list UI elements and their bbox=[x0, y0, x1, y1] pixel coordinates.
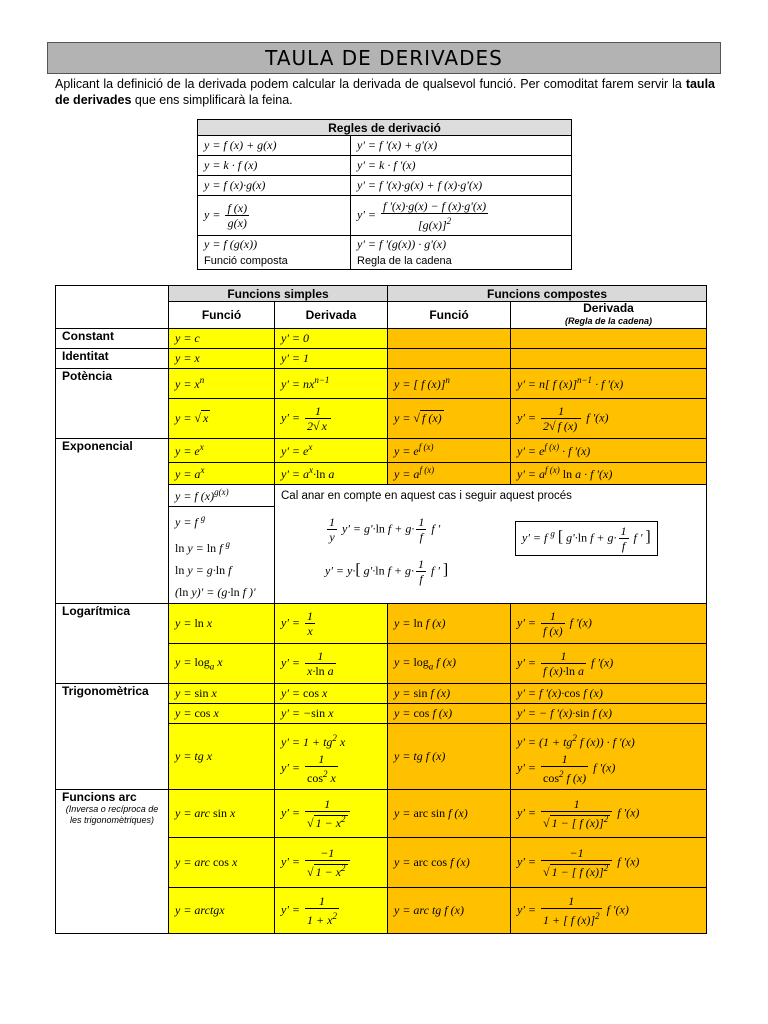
row-log-a: $y = \log_a x$ y' = $\frac{1}{\text{x·ln a}}$ $y = \log_a f$ (x) y' = $\frac{1}{\text{f (x)·ln a}}$ f '(x) bbox=[56, 644, 707, 684]
category-power: Potència bbox=[56, 369, 169, 439]
chain-rule-label: Regla de la cadena bbox=[357, 255, 452, 267]
col-derivative-composed: Derivada (Regla de la cadena) bbox=[511, 302, 707, 329]
arc-functions-note: (Inversa o recíproca de les trigonomètriques) bbox=[65, 804, 159, 825]
row-exp-fg: y = f $(x)^{g(x)}$ Cal anar en compte en aquest cas i seguir aquest procés bbox=[56, 485, 707, 507]
row-log-ln: Logarítmica y = ln x y' = $\frac{1}{x}$ y = ln f (x) y' = $\frac{1}{f (x)}$ f '(x) bbox=[56, 604, 707, 644]
col-derivative-simple: Derivada bbox=[275, 302, 388, 329]
rules-table bbox=[197, 119, 572, 270]
page-title: TAULA DE DERIVADES bbox=[47, 42, 721, 74]
row-exp-procedure: y = f $^g$ ln y = ln f $^g$ ln y = g·ln f (ln y)' = (g·ln f )' $\frac{1}{y}$ y' = g'·ln f + g· $\frac{1}{f}$ f ' y' = y·[ g'·ln f + g· $\frac{1}{f}$ f ' ] y' = f $^g$ [ g'·ln f + g· $\frac{1}{f}$ f ' ] bbox=[56, 507, 707, 604]
row-sin: Trigonomètrica y = sin x y' = cos x y = sin f (x) y' = f '(x)·cos f (x) bbox=[56, 684, 707, 704]
chain-rule-note: (Regla de la cadena) bbox=[564, 316, 653, 326]
exponential-note: Cal anar en compte en aquest cas i seguir aquest procés bbox=[275, 485, 707, 507]
derivatives-table bbox=[55, 285, 707, 934]
rules-header: Regles de derivació bbox=[198, 120, 572, 136]
intro-paragraph bbox=[55, 76, 715, 108]
category-arc-functions: Funcions arc (Inversa o recíproca de les trigonomètriques) bbox=[56, 790, 169, 934]
category-constant: Constant bbox=[56, 329, 169, 349]
rule-scalar: y = k · f (x) y' = k · f '(x) bbox=[198, 156, 572, 176]
rule-sum: y = f (x) + g(x) y' = f '(x) + g'(x) bbox=[198, 136, 572, 156]
row-constant: Constant y = c y' = 0 bbox=[56, 329, 707, 349]
row-arctan: y = arctgx y' = $\frac{1}{1 + x^2}$ y = arc tg f (x) y' = $\frac{1}{1 + [ f (x)]^2}$ f '(x) bbox=[56, 888, 707, 934]
rule-chain: y = f (g(x)) Funció composta y' = f '(g(x)) · g'(x) Regla de la cadena bbox=[198, 236, 572, 270]
category-identity: Identitat bbox=[56, 349, 169, 369]
row-exp-e: Exponencial $y = e^x$ $y' = e^x$ $y = e^{f (x)}$ $y' = e^{f (x)} \cdot f$ '(x) bbox=[56, 439, 707, 463]
intro-text-bold: taula de derivades bbox=[55, 77, 715, 107]
col-function-simple: Funció bbox=[169, 302, 275, 329]
category-logarithmic: Logarítmica bbox=[56, 604, 169, 684]
row-cos: y = cos x y' = −sin x y = cos f (x) y' = − f '(x)·sin f (x) bbox=[56, 704, 707, 724]
row-exp-a: $y = a^x$ $y' = a^x\cdot\ln$ a $y = a^{f (x)}$ $y' = a^{f (x)}$ ln a · f '(x) bbox=[56, 463, 707, 485]
row-sqrt: y = √ x y' = $\frac{1}{2√ x}$ y = √ f (x) y' = $\frac{1}{2√ f (x)}$ f '(x) bbox=[56, 399, 707, 439]
rule-product: y = f (x)·g(x) y' = f '(x)·g(x) + f (x)·g'(x) bbox=[198, 176, 572, 196]
intro-text-2: que ens simplificarà la feina. bbox=[131, 93, 293, 107]
composed-function-label: Funció composta bbox=[204, 255, 288, 267]
category-exponential: Exponencial bbox=[56, 439, 169, 604]
intro-text-1: Aplicant la definició de la derivada podem calcular la derivada de qualsevol funció. Per comoditat farem servir la bbox=[55, 77, 686, 91]
row-arccos: y = arc cos x y' = $\frac{-1}{√ 1 - x^2}$ y = arc cos f (x) y' = $\frac{-1}{√ 1 - [ f (x)]^2}$ f '(x) bbox=[56, 838, 707, 888]
row-arcsin: Funcions arc (Inversa o recíproca de les trigonomètriques) y = arc sin x y' = $\frac{1}{√ 1 - x^2}$ y = arc sin f (x) y' = $\frac{1}{√ 1 - [ f (x)]^2}$ f '(x) bbox=[56, 790, 707, 838]
header-simple-functions: Funcions simples bbox=[169, 286, 388, 302]
col-function-composed: Funció bbox=[388, 302, 511, 329]
row-identity: Identitat y = x y' = 1 bbox=[56, 349, 707, 369]
rule-quotient: y = $\frac{f (x)}{g(x)}$ y' = $\frac{f '(x)\cdot g(x) - f (x)\cdot g'(x)}{[g(x)]^2}$ bbox=[198, 196, 572, 236]
header-composed-functions: Funcions compostes bbox=[388, 286, 707, 302]
row-tan: y = tg x $y' = 1 + tg^2$ x y' = $\frac{1}{\cos^2 x}$ y = tg f (x) $y' = (1 + tg^2$ f (x)) · f '(x) y' = $\frac{1}{\cos^2 f (x)}$ f '(x) bbox=[56, 724, 707, 790]
category-trigonometric: Trigonomètrica bbox=[56, 684, 169, 790]
row-power: Potència $y = x^n$ $y' = nx^{n-1}$ y = [ f (x)]$^n$ y' = n[ f (x)]$^{n-1}$ · f '(x) bbox=[56, 369, 707, 399]
